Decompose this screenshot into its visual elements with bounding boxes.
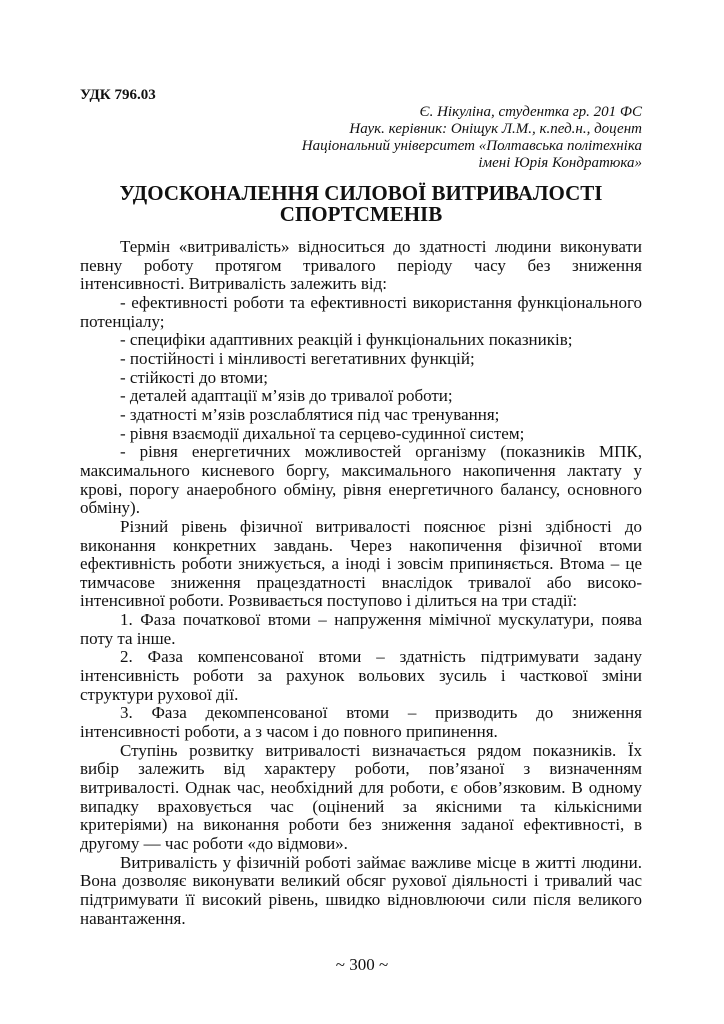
text-line: - рівня енергетичних можливостей організму (показників МПК, — [120, 443, 642, 462]
supervisor-line: Наук. керівник: Оніщук Л.М., к.пед.н., доцент — [349, 121, 642, 137]
text-line: інтенсивність роботи за рахунок вольових зусиль і часткової зміни — [80, 667, 642, 686]
text-line: поту та інше. — [80, 628, 176, 648]
text-line: 3. Фаза декомпенсованої втоми – призводить до зниження — [120, 704, 642, 723]
text-line: випадку враховується час (оцінений за якісними та кількісними — [80, 797, 642, 816]
article-title — [80, 183, 642, 225]
text-line: - здатності м’язів розслаблятися під час тренування; — [120, 404, 500, 424]
text-line: - ефективності роботи та ефективності використання функціонального — [120, 293, 642, 312]
text-line: - постійності і мінливості вегетативних функцій; — [120, 348, 475, 368]
page-number: ~ 300 ~ — [335, 955, 389, 974]
text-line: потенціалу; — [80, 311, 165, 331]
text-line: максимального кисневого боргу, максимального накопичення лактату у — [80, 461, 642, 480]
text-line: структури рухової дії. — [80, 684, 239, 704]
author-block — [302, 104, 642, 172]
text-line: - деталей адаптації м’язів до тривалої роботи; — [120, 386, 453, 406]
text-line: - специфіки адаптивних реакцій і функціональних показників; — [120, 330, 573, 350]
text-line: - рівня взаємодії дихальної та серцево-судинної систем; — [120, 423, 525, 443]
text-line: витривалості. Однак час, необхідний для роботи, є обов’язковим. В одному — [80, 779, 642, 798]
author-line: Є. Нікуліна, студентка гр. 201 ФС — [419, 104, 642, 120]
text-line: Різний рівень фізичної витривалості пояснює різні здібності до — [120, 517, 642, 536]
text-line: навантаження. — [80, 908, 186, 928]
text-line: 2. Фаза компенсованої втоми – здатність підтримувати задану — [120, 648, 642, 667]
text-line: другому — час роботи «до відмови». — [80, 834, 348, 853]
text-line: обміну). — [80, 498, 140, 518]
text-line: Ступінь розвитку витривалості визначається рядом показників. Їх — [120, 741, 642, 760]
university-line: імені Юрія Кондратюка» — [478, 155, 642, 171]
text-line: інтенсивності. Витривалість залежить від: — [80, 274, 387, 294]
text-line: критеріями) на виконання роботи без зниження заданої ефективності, в — [80, 816, 642, 835]
text-line: Вона дозволяє виконувати великий обсяг рухової діяльності і тривалий час — [80, 872, 642, 891]
text-line: 1. Фаза початкової втоми – напруження мімічної мускулатури, поява — [120, 611, 642, 630]
text-line: вибір залежить від характеру роботи, пов’язаної з визначенням — [80, 760, 642, 779]
article-body — [80, 238, 642, 928]
text-line: ефективність роботи знижується, а іноді і зовсім припиняється. Втома – це — [80, 555, 642, 574]
text-line: тимчасове зниження працездатності внаслідок тривалої або високо- — [80, 573, 642, 592]
title-line: УДОСКОНАЛЕННЯ СИЛОВОЇ ВИТРИВАЛОСТІ — [119, 181, 603, 205]
text-line: - стійкості до втоми; — [120, 367, 268, 387]
text-line: виконання конкретних завдань. Через накопичення фізичної втоми — [80, 536, 642, 555]
title-line: СПОРТСМЕНІВ — [279, 202, 443, 226]
text-line: інтенсивності роботи, а з часом і до повного припинення. — [80, 722, 498, 742]
text-line: певну роботу протягом тривалого періоду часу без зниження — [80, 256, 642, 275]
text-line: крові, порогу анаеробного обміну, рівня енергетичного балансу, основного — [80, 480, 642, 499]
text-line: підтримувати її високий рівень, швидко відновлюючи сили після великого — [80, 890, 642, 909]
text-line: Витривалість у фізичній роботі займає важливе місце в житті людини. — [120, 853, 642, 872]
udk-code: УДК 796.03 — [80, 87, 156, 103]
university-line: Національний університет «Полтавська політехніка — [301, 138, 642, 154]
text-line: Термін «витривалість» відноситься до здатності людини виконувати — [120, 238, 642, 256]
text-line: інтенсивної роботи. Розвивається поступово і ділиться на три стадії: — [80, 591, 578, 611]
